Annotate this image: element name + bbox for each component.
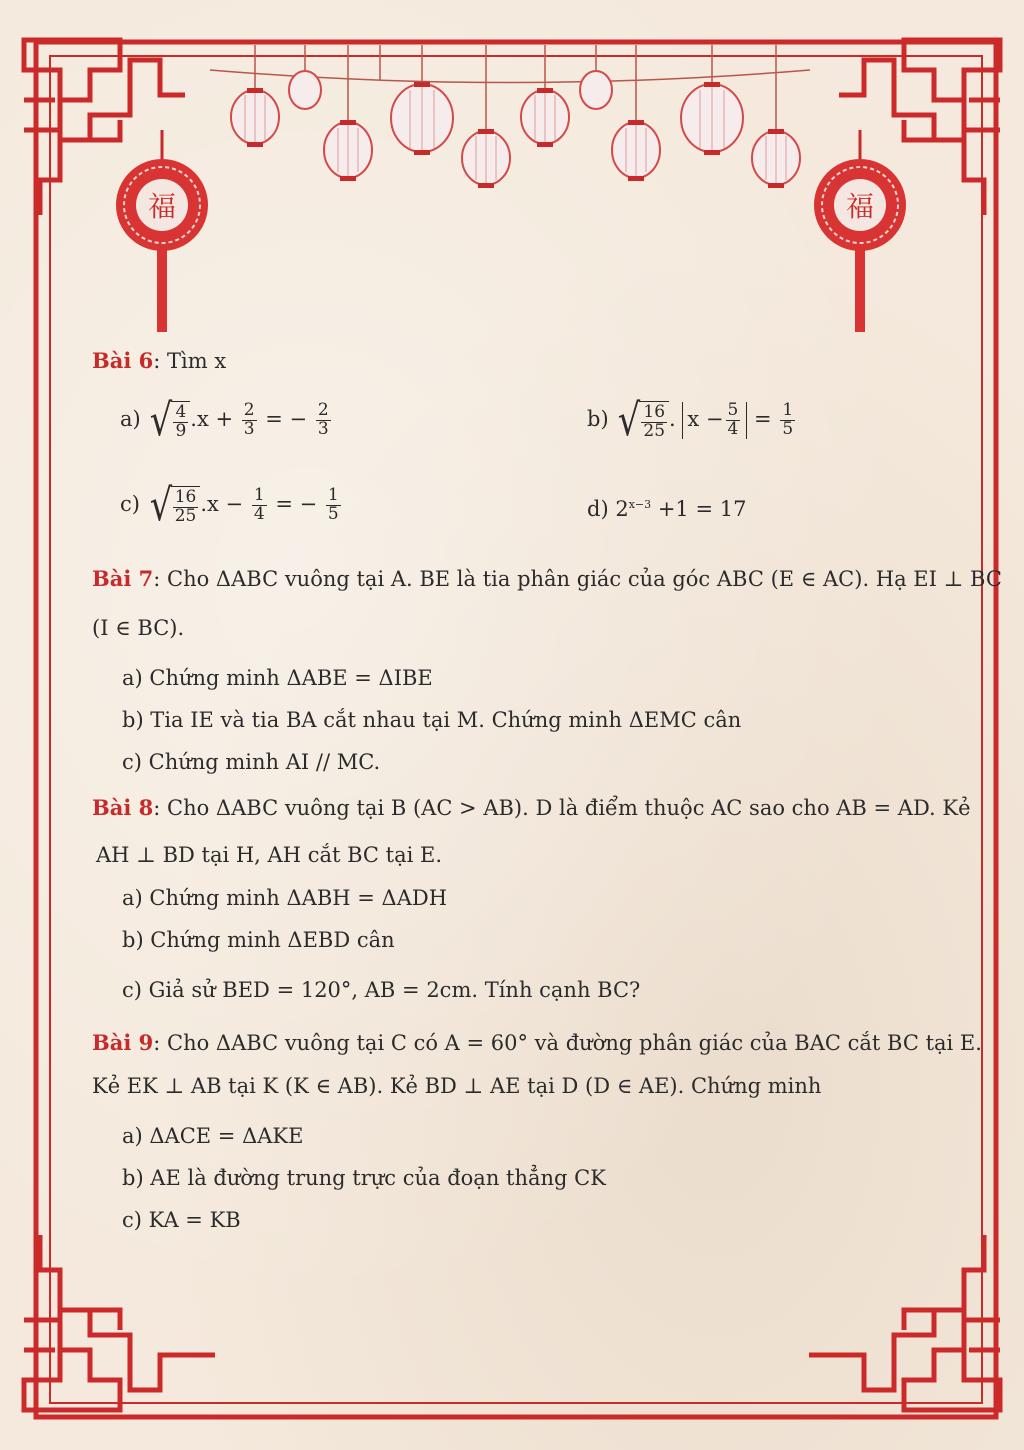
paper-lanterns: [231, 71, 800, 188]
absolute-value: [682, 402, 747, 439]
expression-text: x −: [687, 407, 724, 431]
bai6-prompt: : Tìm x: [153, 349, 227, 373]
exponent: x−3: [628, 498, 652, 511]
fortune-char-right: 福: [845, 190, 875, 223]
fortune-medallion-right: [814, 130, 906, 332]
bai8-item-c: c) Giả sử BED = 120°, AB = 2cm. Tính cạnh BC?: [122, 978, 641, 1002]
corner-ornament-bottom-right: [809, 1235, 1000, 1410]
expression-text: .x +: [190, 407, 234, 431]
bai8-title: Bài 8: [92, 795, 154, 820]
sqrt-expression: √ $\frac{16}{25}$: [147, 480, 201, 531]
fraction-denominator: 25: [174, 505, 197, 526]
bai7-item-b: b) Tia IE và tia BA cắt nhau tại M. Chứng minh ΔEMC cân: [122, 708, 742, 732]
bai8-item-a: a) Chứng minh ΔABH = ΔADH: [122, 886, 448, 910]
fraction-numerator: 2: [317, 400, 329, 421]
bai9-title: Bài 9: [92, 1030, 154, 1055]
bai9-item-c: c) KA = KB: [122, 1208, 241, 1232]
fraction-numerator: 1: [253, 485, 265, 506]
expression-text: .x −: [200, 492, 244, 516]
bai6-item-a: [120, 395, 333, 446]
fraction-denominator: 5: [327, 504, 339, 524]
bai7-line-1: [92, 566, 1002, 591]
expression-text: .: [669, 407, 676, 431]
bai6-heading: [92, 348, 226, 373]
bai7-item-c: c) Chứng minh AI // MC.: [122, 750, 381, 774]
bai7-text: : Cho ΔABC vuông tại A. BE là tia phân giác của góc ABC (E ∈ AC). Hạ EI ⊥ BC: [153, 567, 1002, 591]
bai6-item-d: [587, 497, 746, 521]
fraction-denominator: 4: [253, 504, 265, 524]
expression-text: 2: [615, 497, 629, 521]
fraction-denominator: 25: [643, 420, 666, 441]
bai7-line-2: (I ∈ BC).: [92, 616, 185, 640]
fraction-numerator: 5: [727, 400, 739, 421]
expression-text: = −: [265, 407, 308, 431]
item-label: b): [587, 407, 609, 431]
bai9-item-b: b) AE là đường trung trực của đoạn thẳng CK: [122, 1166, 606, 1190]
bai9-line-2: Kẻ EK ⊥ AB tại K (K ∈ AB). Kẻ BD ⊥ AE tại D (D ∈ AE). Chứng minh: [92, 1074, 822, 1098]
bai6-title: Bài 6: [92, 348, 154, 373]
corner-ornament-bottom-left: [24, 1235, 215, 1410]
item-label: d): [587, 497, 609, 521]
sqrt-expression: √ $\frac{4}{9}$: [147, 395, 190, 446]
fraction-numerator: 1: [782, 400, 794, 421]
fraction-denominator: 3: [317, 419, 329, 439]
bai8-text: : Cho ΔABC vuông tại B (AC > AB). D là điểm thuộc AC sao cho AB = AD. Kẻ: [153, 796, 971, 820]
bai9-line-1: [92, 1030, 982, 1055]
item-label: a): [120, 407, 141, 431]
expression-text: = −: [275, 492, 318, 516]
bai8-item-b: b) Chứng minh ΔEBD cân: [122, 928, 395, 952]
expression-text: =: [754, 407, 772, 431]
fraction-numerator: 16: [174, 486, 197, 507]
fraction-denominator: 3: [243, 419, 255, 439]
expression-text: +1 = 17: [657, 497, 747, 521]
item-label: c): [120, 492, 140, 516]
bai6-item-c: [120, 480, 343, 531]
bai7-title: Bài 7: [92, 566, 154, 591]
fraction-numerator: 16: [643, 401, 666, 422]
fraction-denominator: 9: [175, 420, 187, 441]
fortune-char-left: 福: [147, 190, 177, 223]
fraction-numerator: 1: [327, 485, 339, 506]
fortune-medallion-left: [116, 130, 208, 332]
bai8-line-2: AH ⊥ BD tại H, AH cắt BC tại E.: [96, 843, 443, 867]
bai7-item-a: a) Chứng minh ΔABE = ΔIBE: [122, 666, 433, 690]
bai6-item-b: [587, 395, 797, 446]
bai9-item-a: a) ΔACE = ΔAKE: [122, 1124, 304, 1148]
bai9-text: : Cho ΔABC vuông tại C có A = 60° và đường phân giác của BAC cắt BC tại E.: [153, 1031, 982, 1055]
fraction-numerator: 4: [175, 401, 187, 422]
sqrt-expression: √ $\frac{16}{25}$: [615, 395, 669, 446]
bai8-line-1: [92, 795, 971, 820]
fraction-numerator: 2: [243, 400, 255, 421]
fraction-denominator: 4: [727, 419, 739, 439]
fraction-denominator: 5: [782, 419, 794, 439]
